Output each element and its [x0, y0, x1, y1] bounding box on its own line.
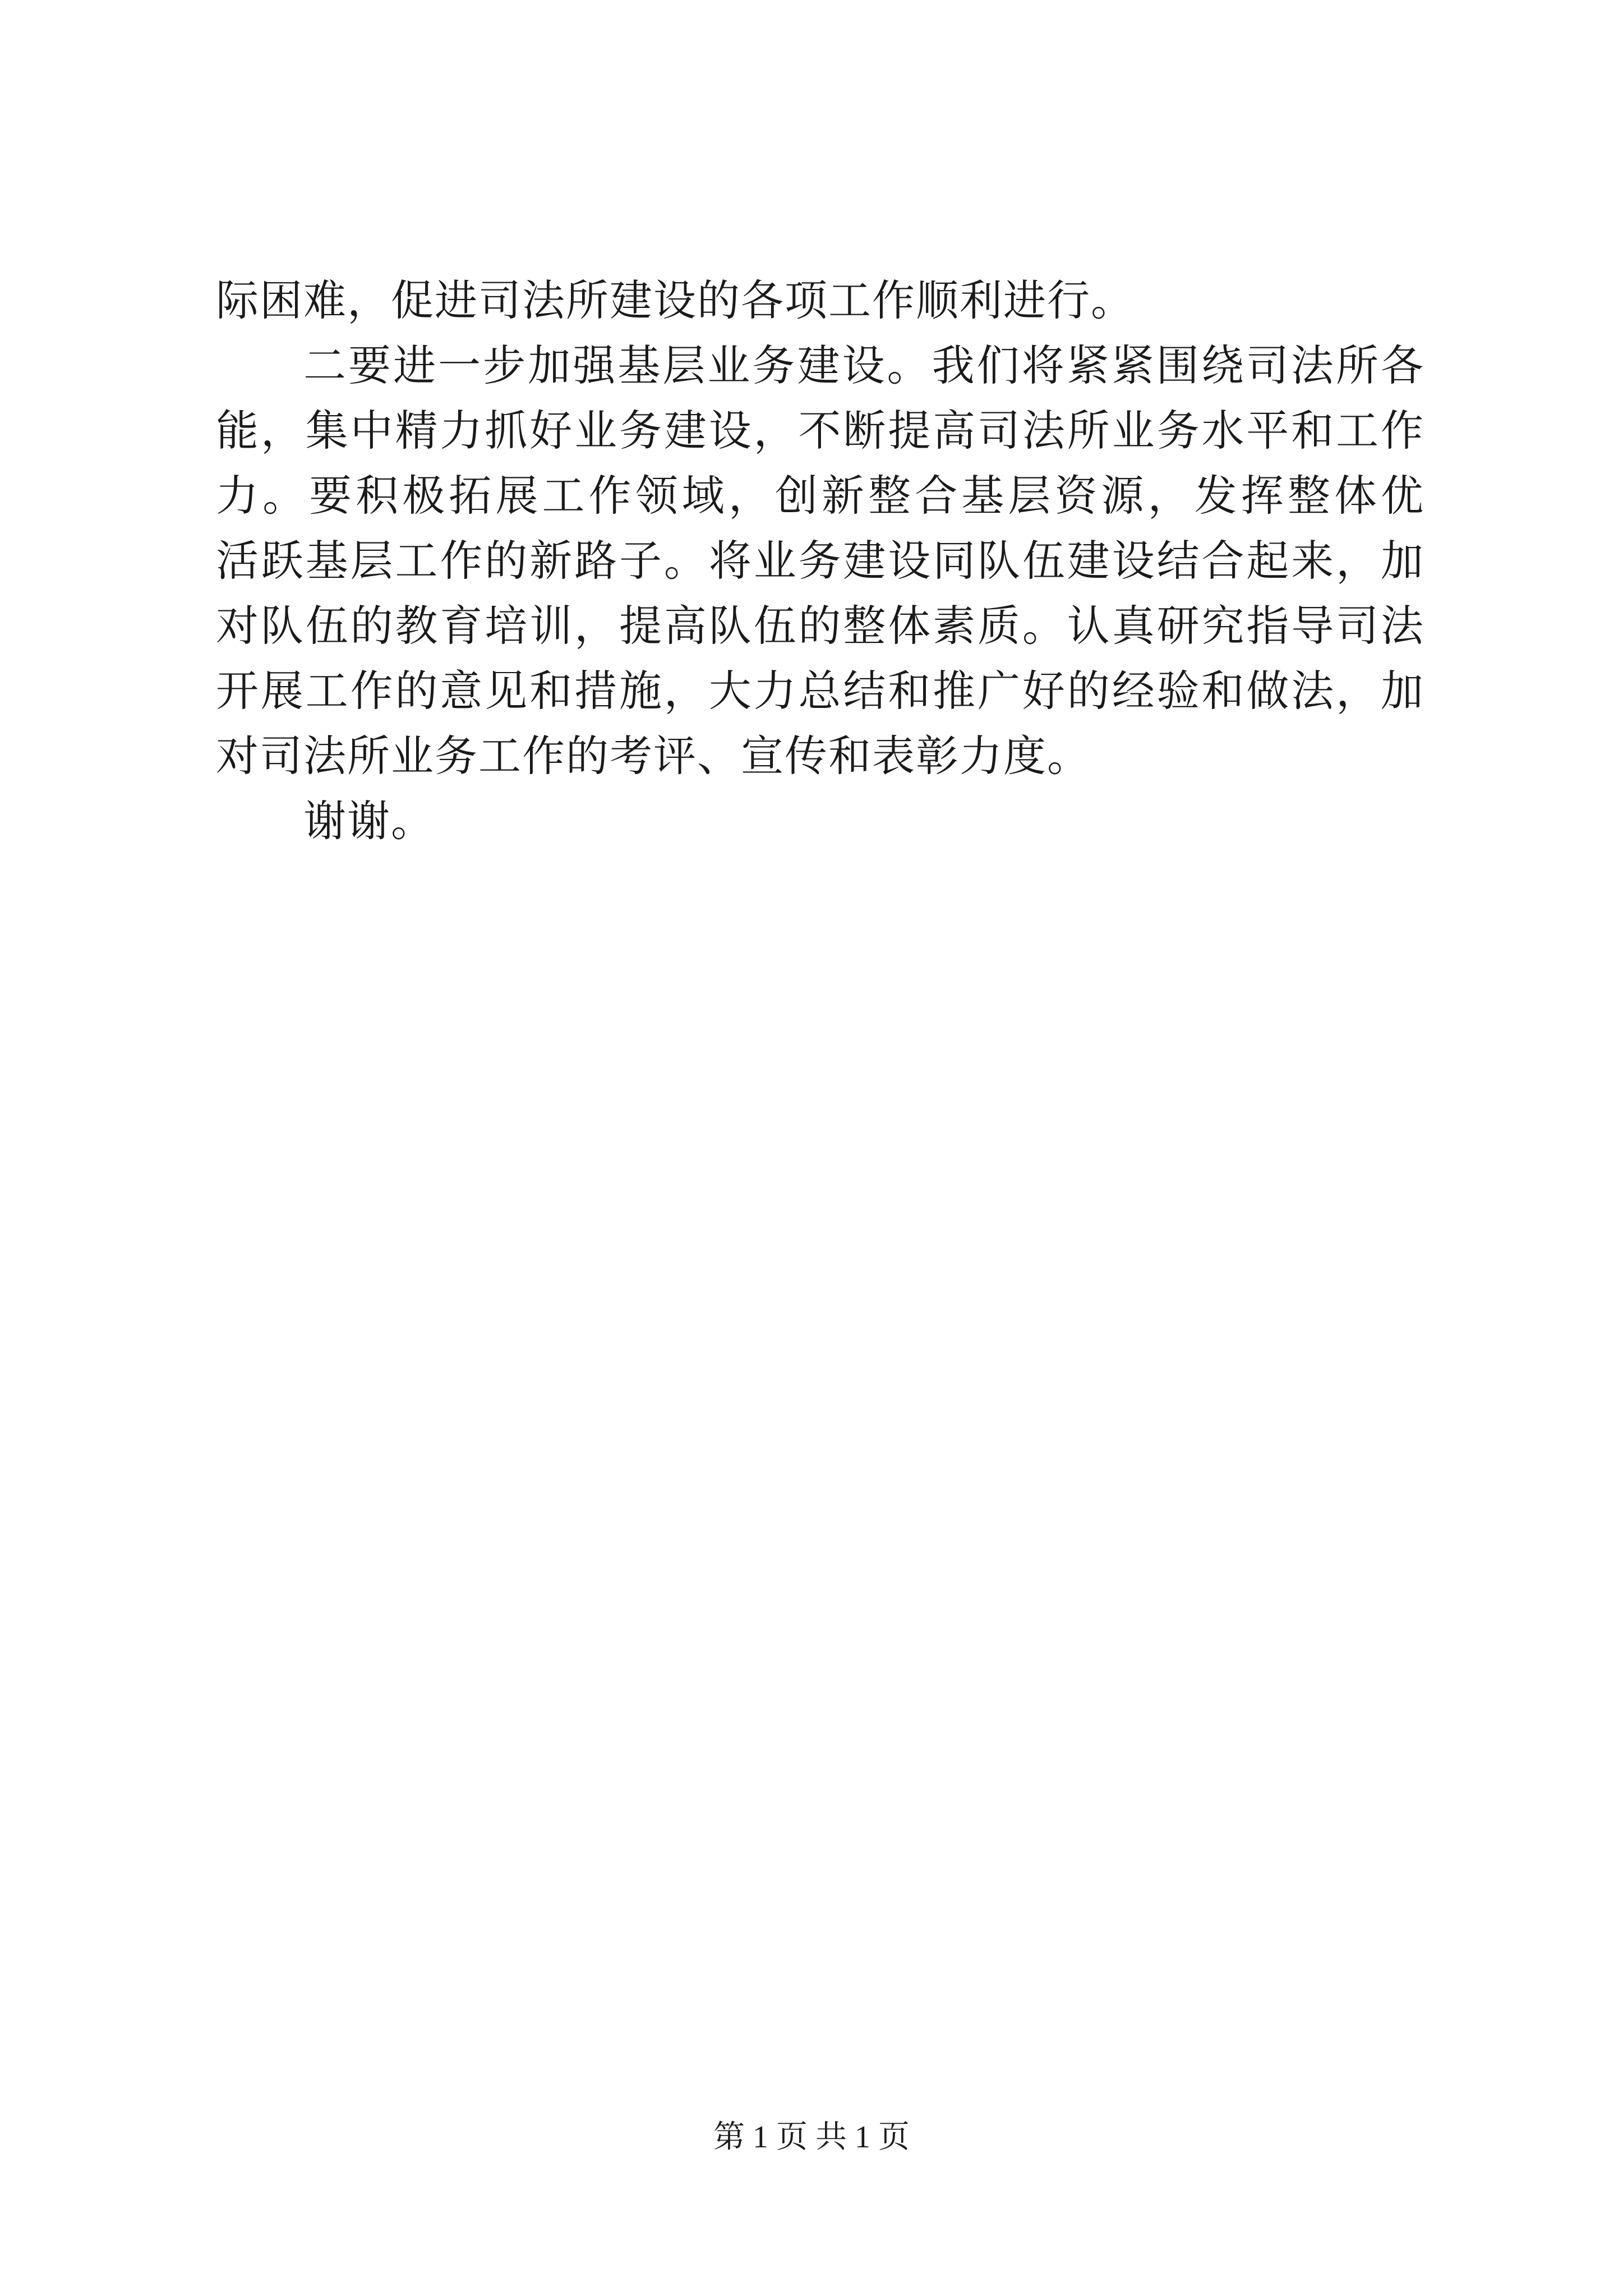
- paragraph-2-line-4: 活跃基层工作的新路子。将业务建设同队伍建设结合起来，加: [216, 536, 1424, 586]
- paragraph-2-line-1: 二要进一步加强基层业务建设。我们将紧紧围绕司法所各: [303, 341, 1424, 390]
- body-text: [216, 268, 1424, 854]
- paragraph-2-line-5: 对队伍的教育培训，提高队伍的整体素质。认真研究指导司法: [216, 601, 1424, 651]
- paragraph-3-line-1: 谢谢。: [303, 796, 435, 846]
- page-number-footer: 第 1 页 共 1 页: [713, 2120, 910, 2155]
- paragraph-2-line-3: 力。要积极拓展工作领域，创新整合基层资源，发挥整体优: [216, 471, 1424, 521]
- paragraph-2-line-6: 开展工作的意见和措施，大力总结和推广好的经验和做法，加: [216, 666, 1424, 716]
- paragraph-2-line-2: 能，集中精力抓好业务建设，不断提高司法所业务水平和工作: [216, 406, 1424, 455]
- paragraph-1-line-1: 际困难，促进司法所建设的各项工作顺利进行。: [216, 275, 1135, 325]
- paragraph-2-line-7: 对司法所业务工作的考评、宣传和表彰力度。: [216, 731, 1091, 781]
